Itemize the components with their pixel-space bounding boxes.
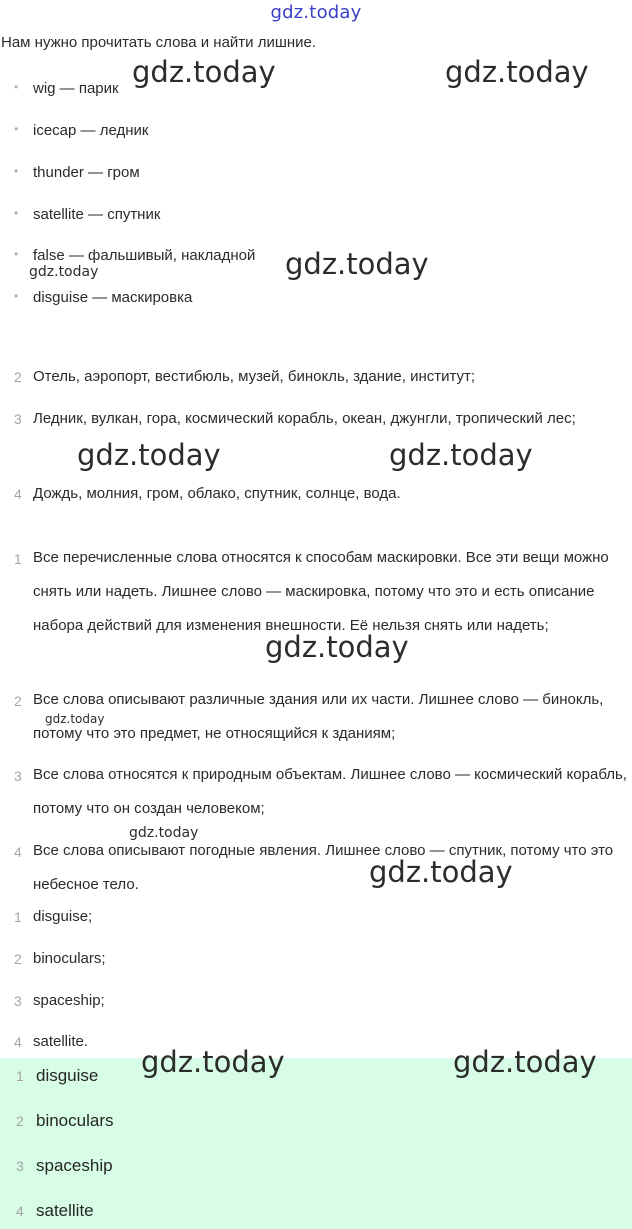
final-answer-item: disguise xyxy=(36,1066,99,1085)
vocab-item: • icecap — ледник xyxy=(33,122,148,139)
item-number: 4 xyxy=(14,486,22,502)
item-number: 2 xyxy=(14,693,22,709)
word-group: Ледник, вулкан, гора, космический корабль, океан, джунгли, тропический лес; xyxy=(33,410,576,427)
watermark: gdz.today xyxy=(29,264,99,280)
watermark: gdz.today xyxy=(285,247,429,281)
explanation-paragraph: Все слова описывают различные здания или их части. Лишнее слово — бинокль, потому что это предмет, не относящийся к зданиям; xyxy=(33,691,604,742)
watermark: gdz.today xyxy=(369,855,513,889)
watermark: gdz.today xyxy=(141,1045,285,1079)
word-group: Дождь, молния, гром, облако, спутник, солнце, вода. xyxy=(33,485,401,502)
item-number: 4 xyxy=(14,844,22,860)
answer-item: spaceship; xyxy=(33,992,105,1009)
item-number: 2 xyxy=(16,1113,24,1129)
answer-item: binoculars; xyxy=(33,950,106,967)
watermark: gdz.today xyxy=(445,55,589,89)
final-answer-item: spaceship xyxy=(36,1156,113,1175)
item-number: 3 xyxy=(14,993,22,1009)
watermark: gdz.today xyxy=(77,438,221,472)
final-answer-item: binoculars xyxy=(36,1111,114,1130)
vocab-item: • disguise — маскировка xyxy=(33,289,192,306)
answer-item: satellite. xyxy=(33,1033,89,1050)
item-number: 3 xyxy=(14,768,22,784)
watermark: gdz.today xyxy=(129,825,199,841)
watermark: gdz.today xyxy=(132,55,276,89)
item-number: 2 xyxy=(14,369,22,385)
item-number: 3 xyxy=(14,411,22,427)
vocab-item: • wig — парик xyxy=(33,80,119,97)
watermark: gdz.today xyxy=(45,712,105,726)
word-group: Отель, аэропорт, вестибюль, музей, бинокль, здание, институт; xyxy=(33,368,476,385)
explanation-paragraph: Все перечисленные слова относятся к способам маскировки. Все эти вещи можно снять или надеть. Лишнее слово — маскировка, потому что это и есть описание набора действий для изменения внешности. Её нельзя снять или надеть; xyxy=(33,549,609,634)
item-number: 1 xyxy=(14,909,22,925)
explanation-paragraph: Все слова относятся к природным объектам. Лишнее слово — космический корабль, потому что он создан человеком; xyxy=(33,766,627,817)
item-number: 1 xyxy=(16,1068,24,1084)
item-number: 1 xyxy=(14,551,22,567)
watermark: gdz.today xyxy=(265,630,409,664)
watermark: gdz.today xyxy=(453,1045,597,1079)
item-number: 4 xyxy=(16,1203,24,1219)
watermark: gdz.today xyxy=(389,438,533,472)
answer-item: disguise; xyxy=(33,908,93,925)
vocab-item: • satellite — спутник xyxy=(33,206,160,223)
explanation-paragraph: Все слова описывают погодные явления. Лишнее слово — спутник, потому что это небесное тело. xyxy=(33,842,614,893)
final-answer-box xyxy=(0,1058,632,1229)
vocab-item: • thunder — гром xyxy=(33,164,140,181)
site-logo[interactable]: gdz.today xyxy=(270,2,362,23)
final-answer-item: satellite xyxy=(36,1201,94,1220)
vocab-item: • false — фальшивый, накладной xyxy=(33,247,255,264)
item-number: 3 xyxy=(16,1158,24,1174)
item-number: 2 xyxy=(14,951,22,967)
intro-text: Нам нужно прочитать слова и найти лишние. xyxy=(1,34,317,51)
item-number: 4 xyxy=(14,1034,22,1050)
